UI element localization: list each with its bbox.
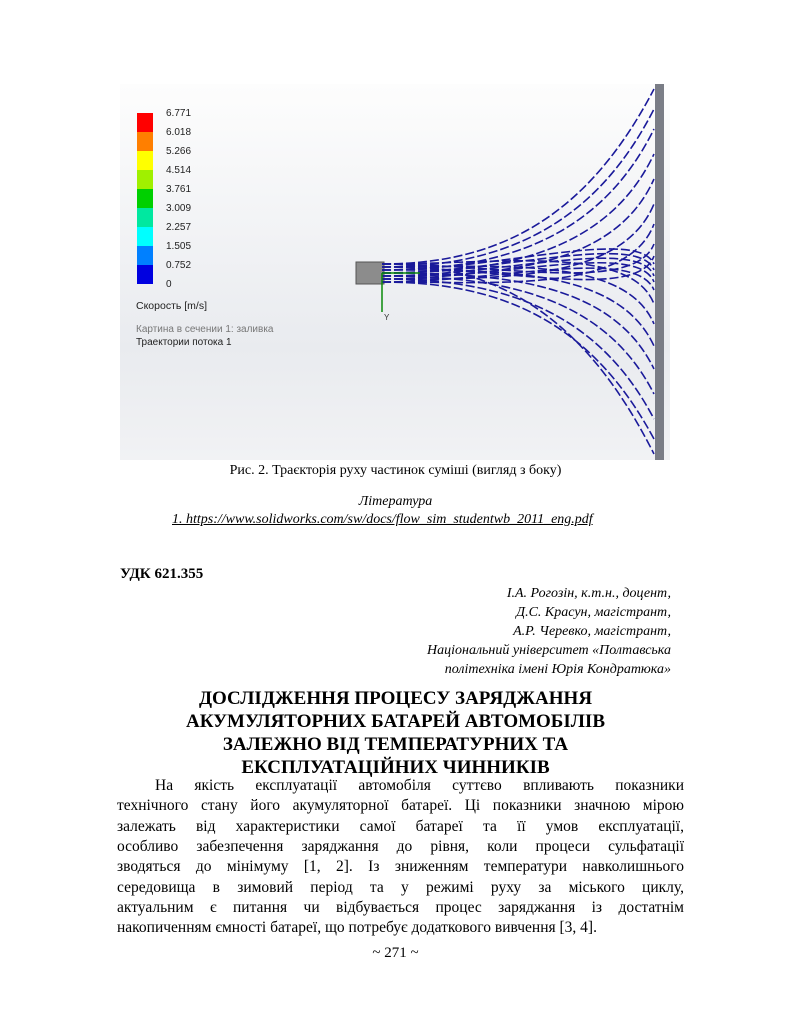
article-title-line-1: ДОСЛІДЖЕННЯ ПРОЦЕСУ ЗАРЯДЖАННЯ: [198, 688, 593, 709]
trajectory-line: [382, 89, 654, 264]
color-scale-tick: 3.009: [166, 203, 192, 214]
trajectory-line: [382, 273, 654, 369]
page-number: ~ 271 ~: [372, 945, 419, 961]
color-scale-tick: 6.018: [166, 127, 192, 138]
author-3: А.Р. Черевко, магістрант,: [513, 624, 671, 639]
body-line: середовища в зимовий період та у режимі руху за міського циклу,: [117, 878, 684, 896]
affiliation-line-1: Національний університет «Полтавська: [427, 643, 671, 658]
figure-caption: Рис. 2. Траєкторія руху частинок суміші (вигляд з боку): [229, 463, 562, 478]
color-scale-tick: 1.505: [166, 241, 192, 252]
wall-plate: [655, 84, 664, 460]
color-scale-tick: 0.752: [166, 260, 192, 271]
trajectory-line: [382, 279, 654, 419]
udk-code: УДК 621.355: [120, 566, 204, 582]
article-title-line-2: АКУМУЛЯТОРНИХ БАТАРЕЙ АВТОМОБІЛІВ: [185, 711, 605, 732]
flow-trajectories: [382, 89, 654, 454]
section-label: Картина в сечении 1: заливка: [136, 324, 274, 335]
trajectory-plot: [120, 84, 670, 460]
nozzle-body: [356, 262, 384, 284]
body-line: актуальним є питання чи відбувається процес заряджання із достатнім: [117, 898, 684, 916]
affiliation-line-2: політехніка імені Юрія Кондратюка»: [444, 662, 671, 677]
trajectory-line: [382, 109, 654, 267]
trajectory-line: [382, 276, 654, 394]
color-scale-tick: 3.761: [166, 184, 192, 195]
body-line: технічного стану його акумуляторної батареї. Ці показники значною мірою: [117, 797, 684, 815]
author-1: І.А. Рогозін, к.т.н., доцент,: [506, 586, 671, 601]
reference-link[interactable]: 1. https://www.solidworks.com/sw/docs/flow_sim_studentwb_2011_eng.pdf: [172, 512, 593, 527]
body-line: залежать від характеристики самої батареї та її умов експлуатації,: [117, 817, 684, 835]
axis-label-y: Y: [384, 313, 390, 322]
color-scale-tick: 0: [166, 279, 172, 290]
article-title-line-4: ЕКСПЛУАТАЦІЙНИХ ЧИННИКІВ: [241, 757, 550, 778]
trajectory-label: Траектории потока 1: [136, 337, 232, 348]
color-scale-tick: 5.266: [166, 146, 192, 157]
body-line: зводяться до мінімуму [1, 2]. Із зниженням температури навколишнього: [117, 858, 684, 876]
author-2: Д.С. Красун, магістрант,: [516, 605, 671, 620]
trajectory-line: [382, 264, 654, 454]
color-scale-tick: 4.514: [166, 165, 192, 176]
body-line: особливо забезпечення заряджання до рівня, коли процеси сульфатації: [117, 837, 684, 855]
quantity-label: Скорость [m/s]: [136, 300, 208, 312]
flow-simulation-figure: [120, 84, 670, 460]
color-scale-tick: 2.257: [166, 222, 192, 233]
body-line: накопиченням ємності батареї, що потребує додаткового вивчення [3, 4].: [117, 919, 597, 937]
references-heading: Література: [358, 494, 433, 509]
color-scale-tick: 6.771: [166, 108, 192, 119]
body-line: На якість експлуатації автомобіля суттєво впливають показники: [155, 777, 684, 794]
article-title-line-3: ЗАЛЕЖНО ВІД ТЕМПЕРАТУРНИХ ТА: [222, 734, 569, 755]
